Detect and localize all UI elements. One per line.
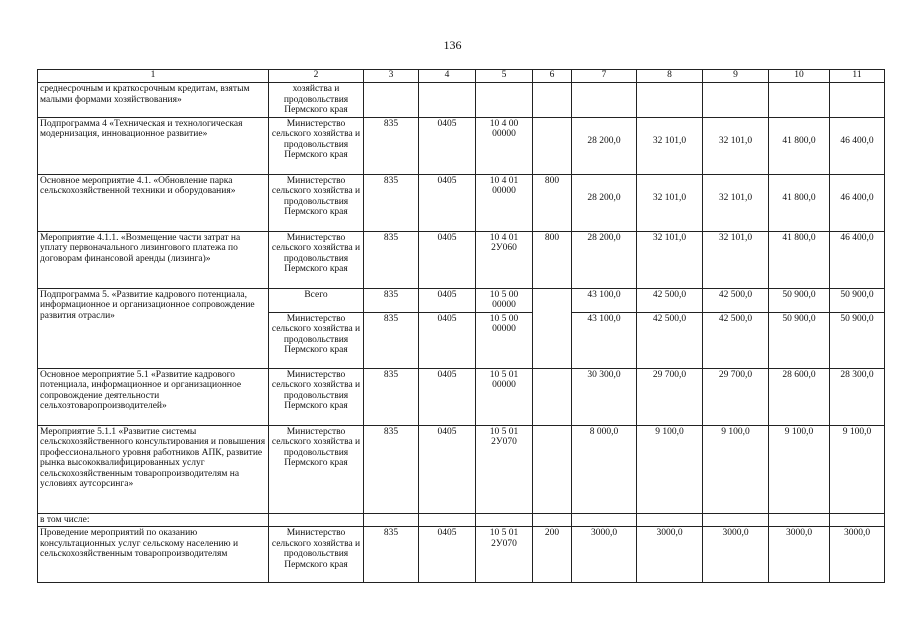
value-cell	[572, 513, 637, 527]
value-cell: 3000,0	[830, 527, 885, 583]
vr-cell: 800	[533, 231, 572, 288]
row-name-cell: в том числе:	[38, 513, 269, 527]
column-header-row	[38, 70, 885, 83]
grbs-cell: 835	[364, 174, 419, 231]
value-cell	[703, 83, 769, 118]
value-cell: 9 100,0	[637, 425, 703, 513]
table-row	[38, 425, 885, 513]
column-header: 11	[830, 70, 885, 83]
table-row	[38, 231, 885, 288]
rzpr-cell	[419, 513, 476, 527]
row-executor-cell: Министерство сельского хозяйства и продовольствия Пермского края	[269, 312, 364, 368]
rzpr-cell	[419, 83, 476, 118]
column-header: 1	[38, 70, 269, 83]
value-cell: 42 500,0	[703, 312, 769, 368]
csr-cell: 10 5 01 2У070	[476, 527, 533, 583]
rzpr-cell: 0405	[419, 527, 476, 583]
column-header: 6	[533, 70, 572, 83]
row-name-cell: Подпрограмма 4 «Техническая и технологическая модернизация, инновационное развитие»	[38, 117, 269, 174]
table-row	[38, 527, 885, 583]
csr-cell: 10 4 01 00000	[476, 174, 533, 231]
rzpr-cell: 0405	[419, 231, 476, 288]
grbs-cell: 835	[364, 312, 419, 368]
value-cell: 50 900,0	[830, 288, 885, 312]
column-header: 7	[572, 70, 637, 83]
value-cell: 28 200,0	[572, 231, 637, 288]
value-cell: 43 100,0	[572, 288, 637, 312]
column-header: 10	[769, 70, 830, 83]
value-cell: 50 900,0	[769, 312, 830, 368]
row-executor-cell: Министерство сельского хозяйства и продовольствия Пермского края	[269, 231, 364, 288]
value-cell: 28 200,0	[572, 117, 637, 174]
table-row	[38, 368, 885, 425]
row-executor-cell: Министерство сельского хозяйства и продовольствия Пермского края	[269, 527, 364, 583]
value-cell	[830, 83, 885, 118]
rzpr-cell: 0405	[419, 312, 476, 368]
csr-cell: 10 4 01 2У060	[476, 231, 533, 288]
value-cell: 50 900,0	[830, 312, 885, 368]
value-cell: 32 101,0	[703, 174, 769, 231]
value-cell: 32 101,0	[637, 174, 703, 231]
value-cell: 41 800,0	[769, 117, 830, 174]
value-cell: 42 500,0	[703, 288, 769, 312]
column-header: 4	[419, 70, 476, 83]
value-cell: 41 800,0	[769, 231, 830, 288]
value-cell: 42 500,0	[637, 288, 703, 312]
column-header: 5	[476, 70, 533, 83]
row-name-cell: Мероприятие 4.1.1. «Возмещение части затрат на уплату первоначального лизингового платежа по договорам финансовой аренды (лизинга)»	[38, 231, 269, 288]
grbs-cell: 835	[364, 368, 419, 425]
grbs-cell: 835	[364, 231, 419, 288]
value-cell: 42 500,0	[637, 312, 703, 368]
value-cell: 3000,0	[572, 527, 637, 583]
value-cell: 32 101,0	[637, 231, 703, 288]
row-executor-cell	[269, 513, 364, 527]
row-executor-cell: хозяйства и продовольствия Пермского края	[269, 83, 364, 118]
row-name-cell: Основное мероприятие 5.1 «Развитие кадрового потенциала, информационное и организационное сопровождение деятельности сельхозтоваропроизводителей»	[38, 368, 269, 425]
value-cell: 9 100,0	[703, 425, 769, 513]
rzpr-cell: 0405	[419, 174, 476, 231]
csr-cell: 10 5 01 00000	[476, 368, 533, 425]
value-cell: 3000,0	[703, 527, 769, 583]
column-header: 3	[364, 70, 419, 83]
grbs-cell	[364, 83, 419, 118]
row-executor-cell: Министерство сельского хозяйства и продовольствия Пермского края	[269, 368, 364, 425]
csr-cell: 10 5 01 2У070	[476, 425, 533, 513]
value-cell: 3000,0	[637, 527, 703, 583]
grbs-cell: 835	[364, 288, 419, 312]
value-cell: 43 100,0	[572, 312, 637, 368]
vr-cell	[533, 117, 572, 174]
csr-cell	[476, 83, 533, 118]
value-cell: 3000,0	[769, 527, 830, 583]
vr-cell	[533, 513, 572, 527]
value-cell: 28 200,0	[572, 174, 637, 231]
row-name-cell: среднесрочным и краткосрочным кредитам, взятым малыми формами хозяйствования»	[38, 83, 269, 118]
vr-cell: 200	[533, 527, 572, 583]
value-cell: 41 800,0	[769, 174, 830, 231]
rzpr-cell: 0405	[419, 117, 476, 174]
value-cell: 29 700,0	[703, 368, 769, 425]
value-cell: 30 300,0	[572, 368, 637, 425]
value-cell	[769, 83, 830, 118]
value-cell: 29 700,0	[637, 368, 703, 425]
csr-cell: 10 5 00 00000	[476, 288, 533, 312]
row-name-cell: Основное мероприятие 4.1. «Обновление парка сельскохозяйственной техники и оборудования»	[38, 174, 269, 231]
csr-cell: 10 5 00 00000	[476, 312, 533, 368]
row-name-cell: Проведение мероприятий по оказанию консультационных услуг сельскому населению и сельскохозяйственным товаропроизводителям	[38, 527, 269, 583]
value-cell: 46 400,0	[830, 174, 885, 231]
value-cell: 9 100,0	[769, 425, 830, 513]
value-cell: 8 000,0	[572, 425, 637, 513]
grbs-cell	[364, 513, 419, 527]
table-row	[38, 117, 885, 174]
row-name-cell: Подпрограмма 5. «Развитие кадрового потенциала, информационное и организационное сопровождение развития отрасли»	[38, 288, 269, 368]
value-cell	[637, 83, 703, 118]
value-cell	[703, 513, 769, 527]
value-cell	[637, 513, 703, 527]
csr-cell: 10 4 00 00000	[476, 117, 533, 174]
table-row	[38, 513, 885, 527]
rzpr-cell: 0405	[419, 368, 476, 425]
value-cell: 28 300,0	[830, 368, 885, 425]
value-cell	[572, 83, 637, 118]
row-executor-cell: Министерство сельского хозяйства и продовольствия Пермского края	[269, 425, 364, 513]
value-cell: 32 101,0	[637, 117, 703, 174]
row-executor-cell: Всего	[269, 288, 364, 312]
row-executor-cell: Министерство сельского хозяйства и продовольствия Пермского края	[269, 117, 364, 174]
value-cell: 46 400,0	[830, 231, 885, 288]
rzpr-cell: 0405	[419, 425, 476, 513]
rzpr-cell: 0405	[419, 288, 476, 312]
row-executor-cell: Министерство сельского хозяйства и продовольствия Пермского края	[269, 174, 364, 231]
grbs-cell: 835	[364, 117, 419, 174]
value-cell: 32 101,0	[703, 231, 769, 288]
value-cell	[830, 513, 885, 527]
value-cell: 9 100,0	[830, 425, 885, 513]
column-header: 9	[703, 70, 769, 83]
vr-cell: 800	[533, 174, 572, 231]
page-number: 136	[443, 38, 462, 52]
table-row	[38, 288, 885, 312]
column-header: 2	[269, 70, 364, 83]
vr-cell	[533, 425, 572, 513]
budget-table	[37, 69, 885, 583]
value-cell: 46 400,0	[830, 117, 885, 174]
csr-cell	[476, 513, 533, 527]
row-name-cell: Мероприятие 5.1.1 «Развитие системы сельскохозяйственного консультирования и повышения профессионального уровня работников АПК, развитие рынка высококвалифицированных услуг сельскохозяйственным товаропроизводителям на условиях аутсорсинга»	[38, 425, 269, 513]
value-cell: 50 900,0	[769, 288, 830, 312]
vr-cell	[533, 83, 572, 118]
column-header: 8	[637, 70, 703, 83]
value-cell: 32 101,0	[703, 117, 769, 174]
value-cell: 28 600,0	[769, 368, 830, 425]
value-cell	[769, 513, 830, 527]
vr-cell	[533, 368, 572, 425]
table-row	[38, 174, 885, 231]
grbs-cell: 835	[364, 527, 419, 583]
grbs-cell: 835	[364, 425, 419, 513]
vr-cell	[533, 288, 572, 368]
table-row	[38, 83, 885, 118]
